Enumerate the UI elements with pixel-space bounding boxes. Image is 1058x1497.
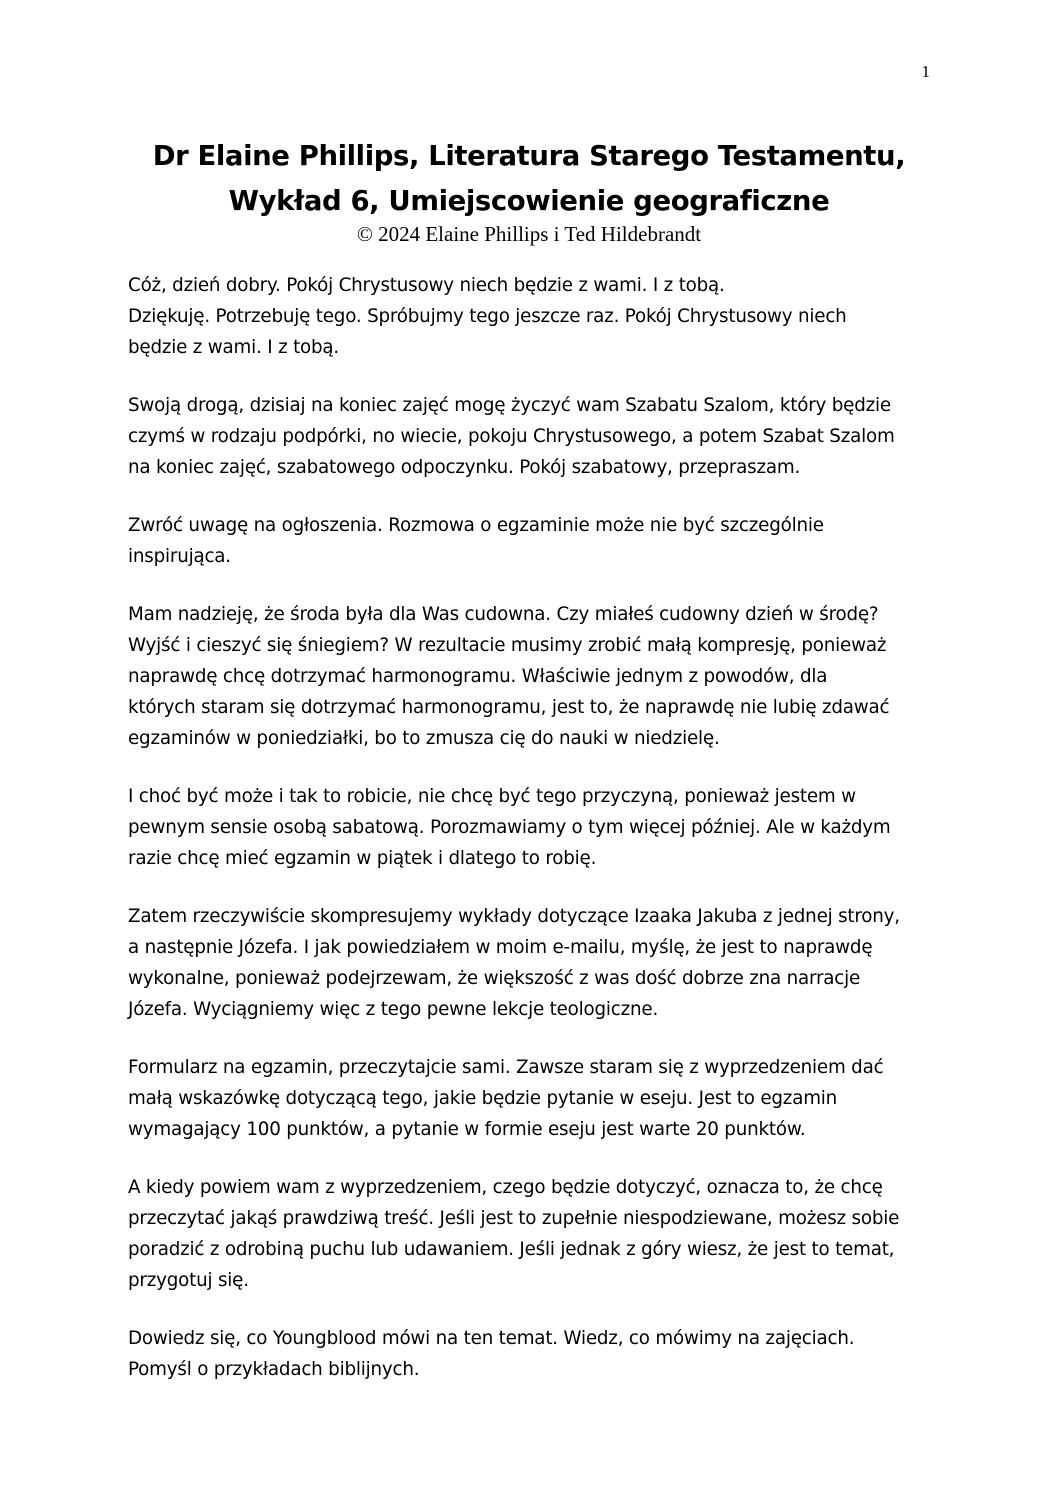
paragraph-line: Zatem rzeczywiście skompresujemy wykłady dotyczące Izaaka Jakuba z jednej strony, <box>128 906 900 927</box>
paragraph-line: których staram się dotrzymać harmonogramu, jest to, że naprawdę nie lubię zdawać <box>128 697 890 718</box>
paragraph-line: Formularz na egzamin, przeczytajcie sami. Zawsze staram się z wyprzedzeniem dać <box>128 1057 884 1078</box>
paragraph-line: Pomyśl o przykładach biblijnych. <box>128 1359 420 1380</box>
paragraph-line: przeczytać jakąś prawdziwą treść. Jeśli jest to zupełnie niespodziewane, możesz sobie <box>128 1208 900 1229</box>
paragraph-line: Józefa. Wyciągniemy więc z tego pewne lekcje teologiczne. <box>128 999 659 1020</box>
paragraph-line: wymagający 100 punktów, a pytanie w formie eseju jest warte 20 punktów. <box>128 1119 806 1140</box>
paragraph-line: a następnie Józefa. I jak powiedziałem w moim e-mailu, myślę, że jest to naprawdę <box>128 937 873 958</box>
paragraph-line: poradzić z odrobiną puchu lub udawaniem. Jeśli jednak z góry wiesz, że jest to temat, <box>128 1239 895 1260</box>
paragraph-line: A kiedy powiem wam z wyprzedzeniem, czego będzie dotyczyć, oznacza to, że chcę <box>128 1177 883 1198</box>
paragraph-line: będzie z wami. I z tobą. <box>128 337 340 358</box>
copyright-line: © 2024 Elaine Phillips i Ted Hildebrandt <box>356 222 702 246</box>
paragraph <box>128 390 946 483</box>
body-text <box>128 270 946 1412</box>
paragraph-line: naprawdę chcę dotrzymać harmonogramu. Właściwie jednym z powodów, dla <box>128 666 828 687</box>
document-title <box>110 134 948 224</box>
paragraph-line: małą wskazówkę dotyczącą tego, jakie będzie pytanie w eseju. Jest to egzamin <box>128 1088 838 1109</box>
paragraph-line: Mam nadzieję, że środa była dla Was cudowna. Czy miałeś cudowny dzień w środę? <box>128 604 879 625</box>
paragraph-line: Dowiedz się, co Youngblood mówi na ten temat. Wiedz, co mówimy na zajęciach. <box>128 1328 855 1349</box>
paragraph <box>128 510 946 572</box>
paragraph-line: Zwróć uwagę na ogłoszenia. Rozmowa o egzaminie może nie być szczególnie <box>128 515 824 536</box>
paragraph-line: egzaminów w poniedziałki, bo to zmusza cię do nauki w niedzielę. <box>128 728 720 749</box>
paragraph-line: na koniec zajęć, szabatowego odpoczynku. Pokój szabatowy, przepraszam. <box>128 457 801 478</box>
paragraph <box>128 781 946 874</box>
paragraph-line: Wyjść i cieszyć się śniegiem? W rezultacie musimy zrobić małą kompresję, ponieważ <box>128 635 887 656</box>
paragraph-line: inspirująca. <box>128 546 231 567</box>
paragraph <box>128 1052 946 1145</box>
paragraph-line: Cóż, dzień dobry. Pokój Chrystusowy niech będzie z wami. I z tobą. <box>128 275 725 296</box>
paragraph <box>128 1172 946 1296</box>
paragraph-line: Swoją drogą, dzisiaj na koniec zajęć mogę życzyć wam Szabatu Szalom, który będzie <box>128 395 891 416</box>
paragraph-line: przygotuj się. <box>128 1270 249 1291</box>
title-line-1: Dr Elaine Phillips, Literatura Starego Testamentu, <box>152 140 906 172</box>
paragraph <box>128 1323 946 1385</box>
paragraph-line: czymś w rodzaju podpórki, no wiecie, pokoju Chrystusowego, a potem Szabat Szalom <box>128 426 895 447</box>
paragraph <box>128 901 946 1025</box>
paragraph-line: I choć być może i tak to robicie, nie chcę być tego przyczyną, ponieważ jestem w <box>128 786 856 807</box>
paragraph-line: pewnym sensie osobą sabatową. Porozmawiamy o tym więcej później. Ale w każdym <box>128 817 891 838</box>
paragraph-line: razie chcę mieć egzamin w piątek i dlatego to robię. <box>128 848 597 869</box>
paragraph <box>128 599 946 754</box>
title-line-2: Wykład 6, Umiejscowienie geograficzne <box>228 185 830 217</box>
paragraph-line: Dziękuję. Potrzebuję tego. Spróbujmy tego jeszcze raz. Pokój Chrystusowy niech <box>128 306 847 327</box>
page-number: 1 <box>921 62 930 81</box>
paragraph-line: wykonalne, ponieważ podejrzewam, że większość z was dość dobrze zna narracje <box>128 968 861 989</box>
paragraph <box>128 270 946 363</box>
